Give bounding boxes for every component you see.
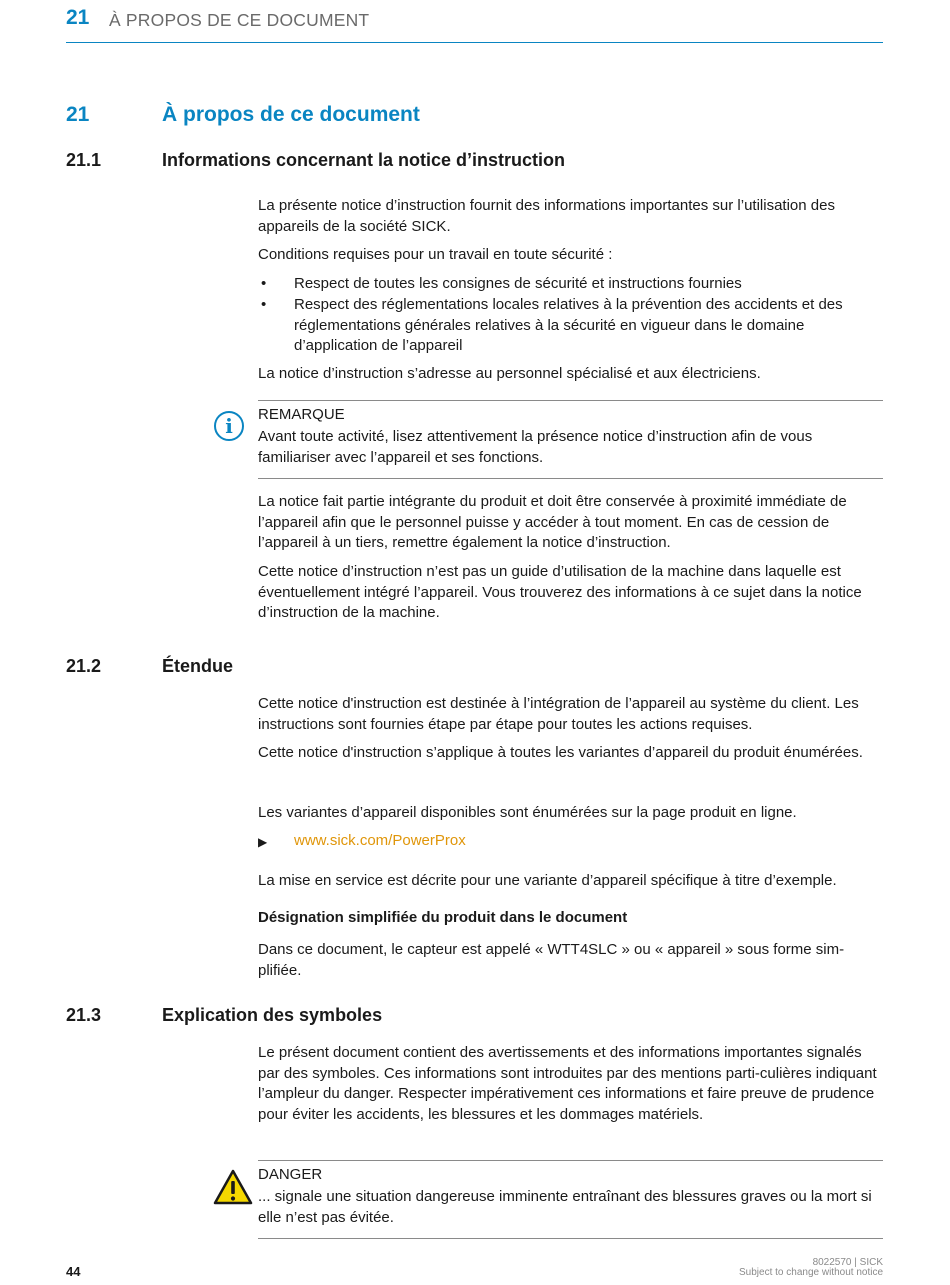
chapter-title: À propos de ce document xyxy=(162,103,420,126)
subheading: Désignation simplifiée du produit dans le document xyxy=(258,909,628,926)
notice-text: Avant toute activité, lisez attentivement la présence notice d’instruction afin de vous familiariser avec l’appareil et ses fonctions. xyxy=(258,428,813,466)
paragraph: La mise en service est décrite pour une variante d’appareil spécifique à titre d’exemple. xyxy=(258,872,837,889)
header-divider xyxy=(66,42,883,43)
document-number: 8022570 | SICK xyxy=(812,1257,883,1268)
section-number: 21.3 xyxy=(66,1005,102,1025)
section-title: Étendue xyxy=(162,656,234,676)
notice-bottom-rule xyxy=(258,478,883,479)
section-number: 21.2 xyxy=(66,656,102,676)
paragraph: Cette notice d'instruction est destinée à l’intégration de l’appareil au système du client. Les instructions sont fournies étape par étape pour toutes les actions requises. xyxy=(258,695,859,733)
notice-top-rule xyxy=(258,400,883,401)
header-chapter-number: 21 xyxy=(66,6,90,29)
section-title: Informations concernant la notice d’instruction xyxy=(162,150,566,170)
danger-label: DANGER xyxy=(258,1166,323,1183)
product-link[interactable]: www.sick.com/PowerProx xyxy=(294,832,466,849)
paragraph: Cette notice d’instruction n’est pas un guide d’utilisation de la machine dans laquelle est éventuellement intégré l’appareil. Vous trouverez des informations à ce sujet dans la notice d’instruction de la machine. xyxy=(258,563,862,622)
paragraph: Conditions requises pour un travail en toute sécurité : xyxy=(258,246,613,263)
paragraph: Cette notice d'instruction s’applique à toutes les variantes d’appareil du produit énumérées. xyxy=(258,744,863,761)
list-item: Respect de toutes les consignes de sécurité et instructions fournies xyxy=(294,275,742,292)
paragraph: La notice d’instruction s’adresse au personnel spécialisé et aux électriciens. xyxy=(258,365,761,382)
paragraph: Dans ce document, le capteur est appelé « WTT4SLC » ou « appareil » sous forme sim-plifiée. xyxy=(258,941,845,979)
disclaimer: Subject to change without notice xyxy=(739,1267,883,1278)
section-number: 21.1 xyxy=(66,150,102,170)
chapter-number: 21 xyxy=(66,103,90,126)
bullet-marker: • xyxy=(261,296,267,313)
danger-top-rule xyxy=(258,1160,883,1161)
bullet-marker: • xyxy=(261,275,267,292)
paragraph: Le présent document contient des avertissements et des informations importantes signalés par des symboles. Ces informations sont introduites par des mentions parti-culières indiquant l’ampleur du danger. Respecter impérativement ces informations et faire preuve de prudence pour éviter les accidents, les blessures et les dommages matériels. xyxy=(258,1044,877,1123)
danger-text: ... signale une situation dangereuse imminente entraînant des blessures graves ou la mort si elle n’est pas évitée. xyxy=(258,1188,872,1226)
paragraph: La notice fait partie intégrante du produit et doit être conservée à proximité immédiate de l’appareil afin que le personnel puisse y accéder à tout moment. En cas de cession de l’appareil à un tiers, remettre également la notice d’instruction. xyxy=(258,493,847,552)
list-item: Respect des réglementations locales relatives à la prévention des accidents et des réglementations générales relatives à la sécurité en vigueur dans le domaine d’application de l’appareil xyxy=(294,296,843,355)
warning-triangle-icon xyxy=(213,1169,253,1205)
section-title: Explication des symboles xyxy=(162,1005,383,1025)
page-number: 44 xyxy=(66,1264,81,1279)
paragraph: La présente notice d’instruction fournit des informations importantes sur l’utilisation des appareils de la société SICK. xyxy=(258,197,835,235)
info-icon: i xyxy=(214,411,244,441)
danger-bottom-rule xyxy=(258,1238,883,1239)
paragraph: Les variantes d’appareil disponibles sont énumérées sur la page produit en ligne. xyxy=(258,804,797,821)
notice-label: REMARQUE xyxy=(258,406,345,423)
link-arrow-icon: ▶ xyxy=(258,835,268,849)
header-chapter-title: À PROPOS DE CE DOCUMENT xyxy=(109,10,370,30)
footer-info xyxy=(739,1258,883,1278)
